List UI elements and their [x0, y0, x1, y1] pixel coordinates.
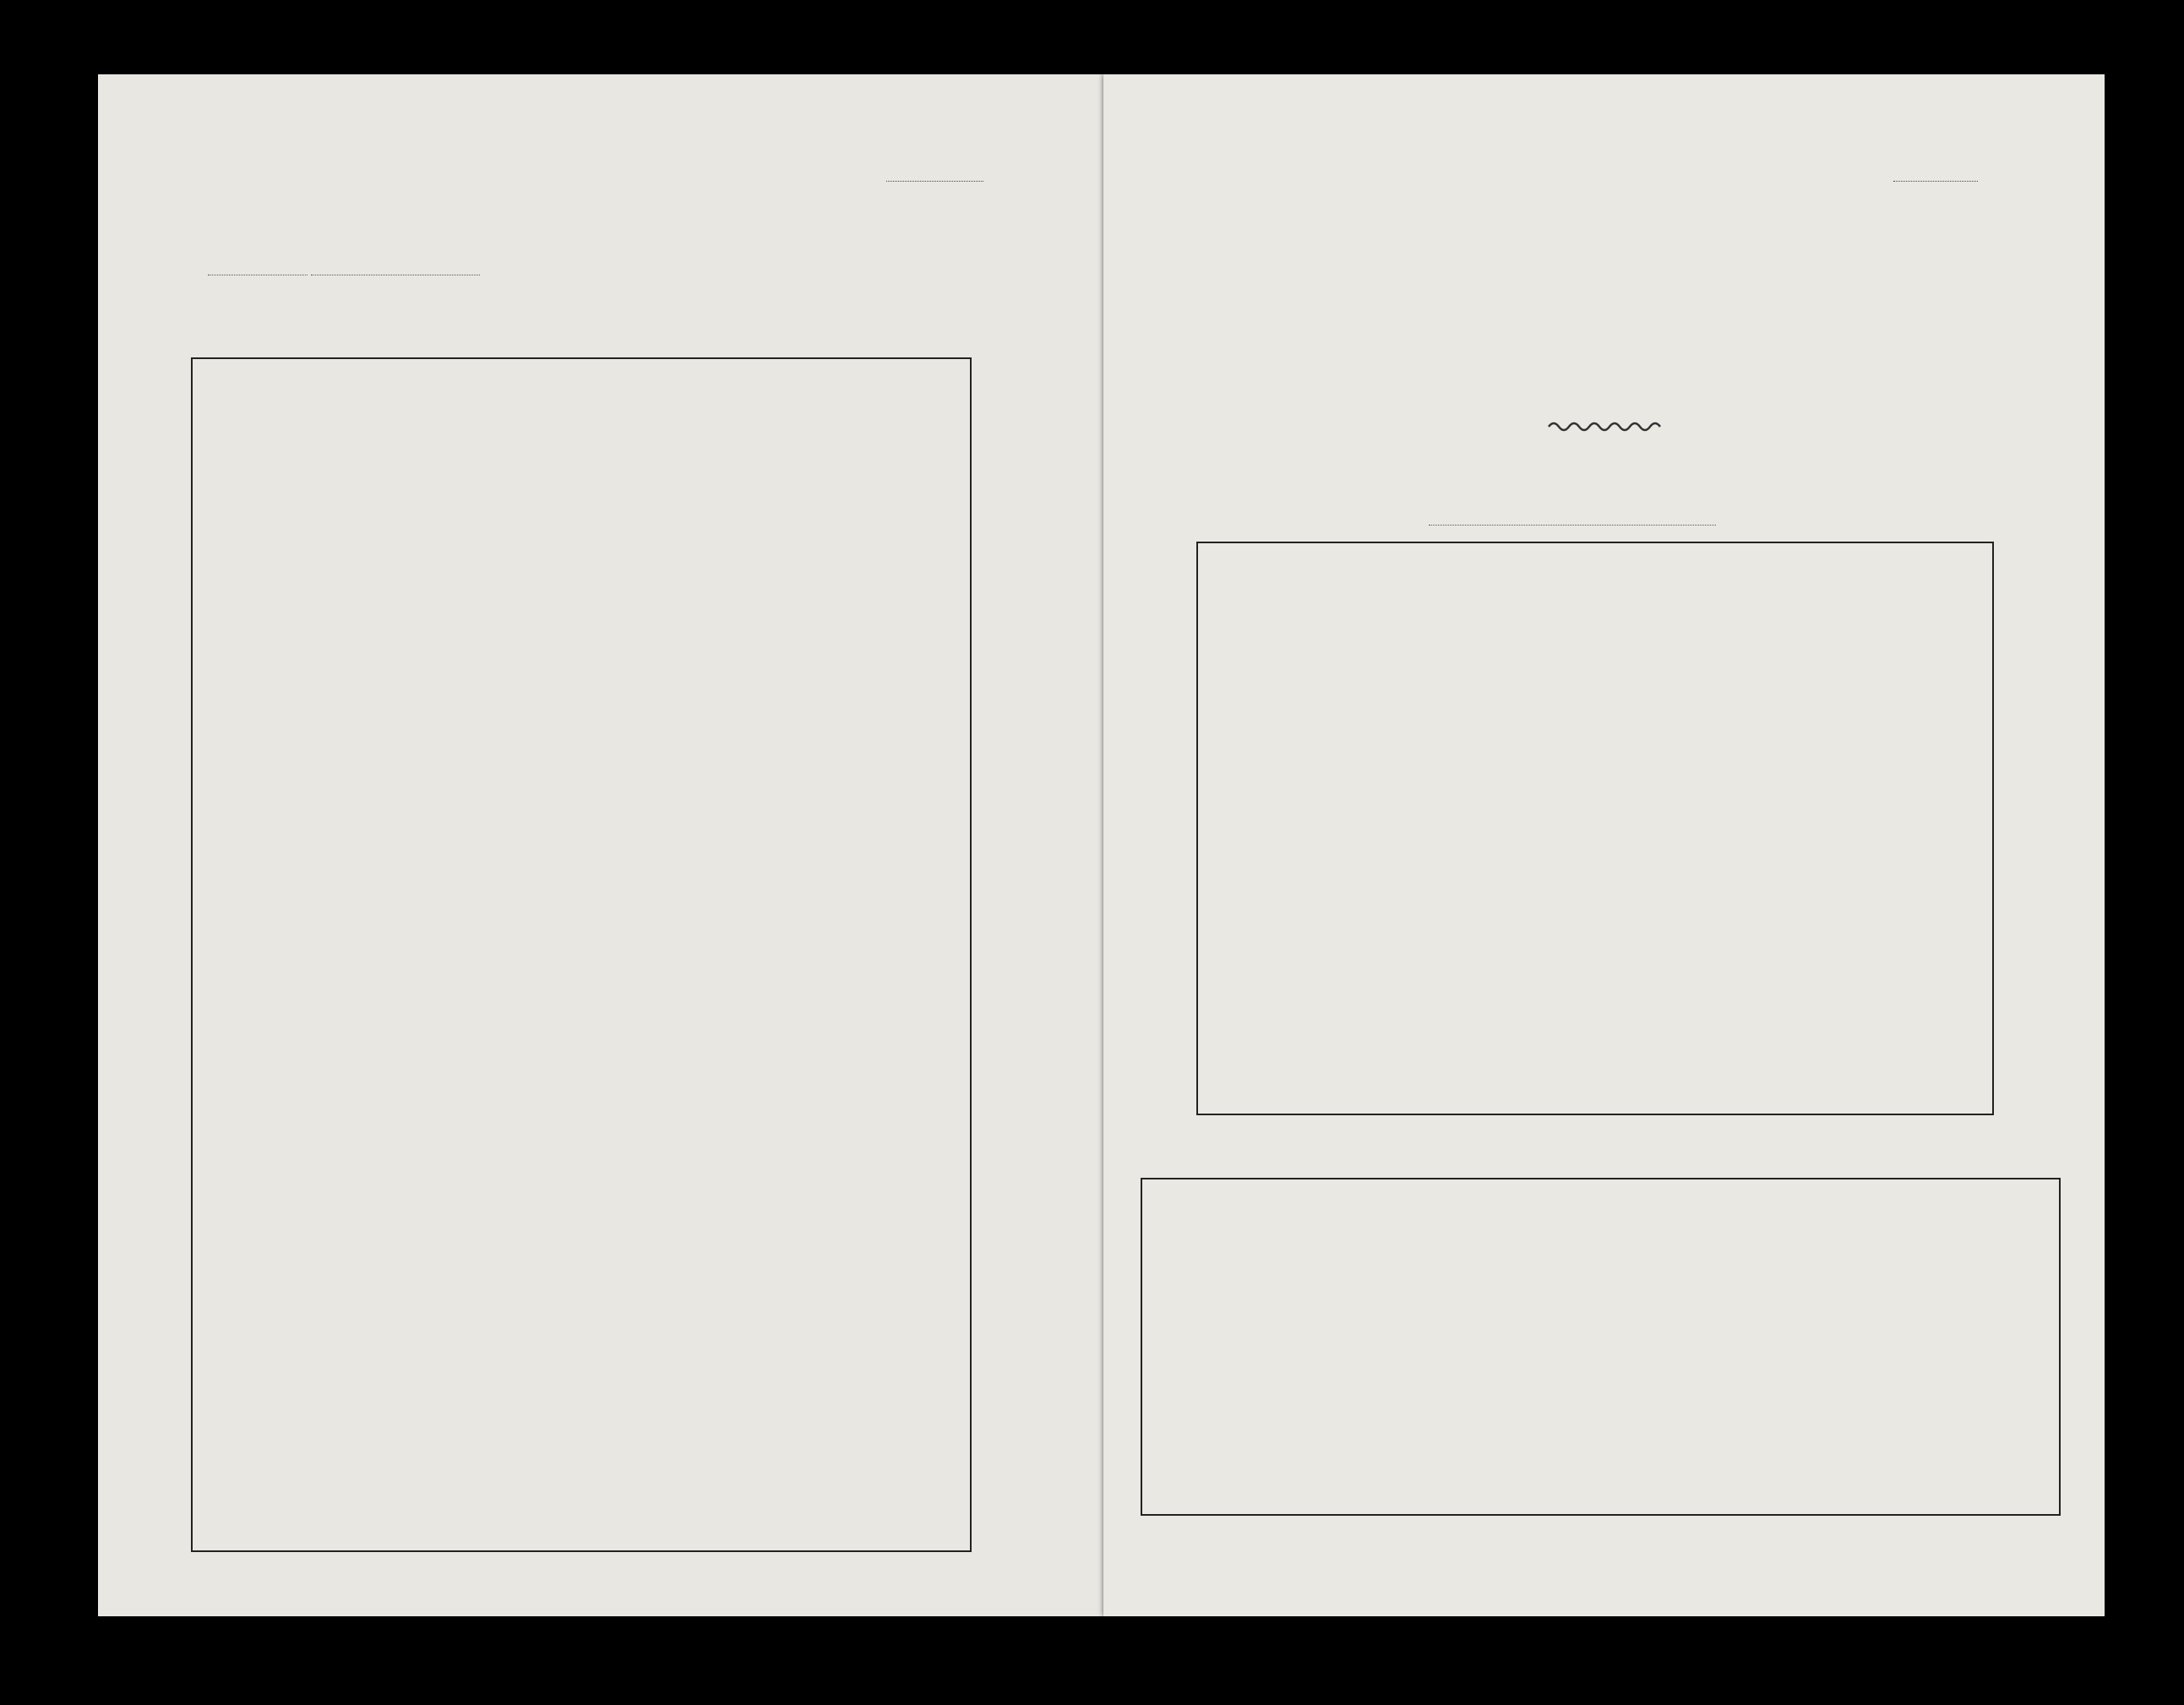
left-page: [98, 74, 1103, 1616]
right-page: [1103, 74, 2105, 1616]
meeting-month-field: [311, 261, 480, 275]
summary-date-line: [1429, 501, 1716, 526]
page-no-line: [886, 181, 983, 182]
expenditure-table: [191, 357, 972, 1552]
meeting-day-field: [208, 261, 308, 275]
meeting-line: [208, 252, 480, 275]
summary-table: [1196, 542, 1994, 1115]
flourish-divider: [1547, 417, 1665, 433]
abstract-table: [1141, 1178, 2061, 1516]
summary-month-field: [1429, 511, 1716, 526]
page-no-line: [1893, 181, 1978, 182]
